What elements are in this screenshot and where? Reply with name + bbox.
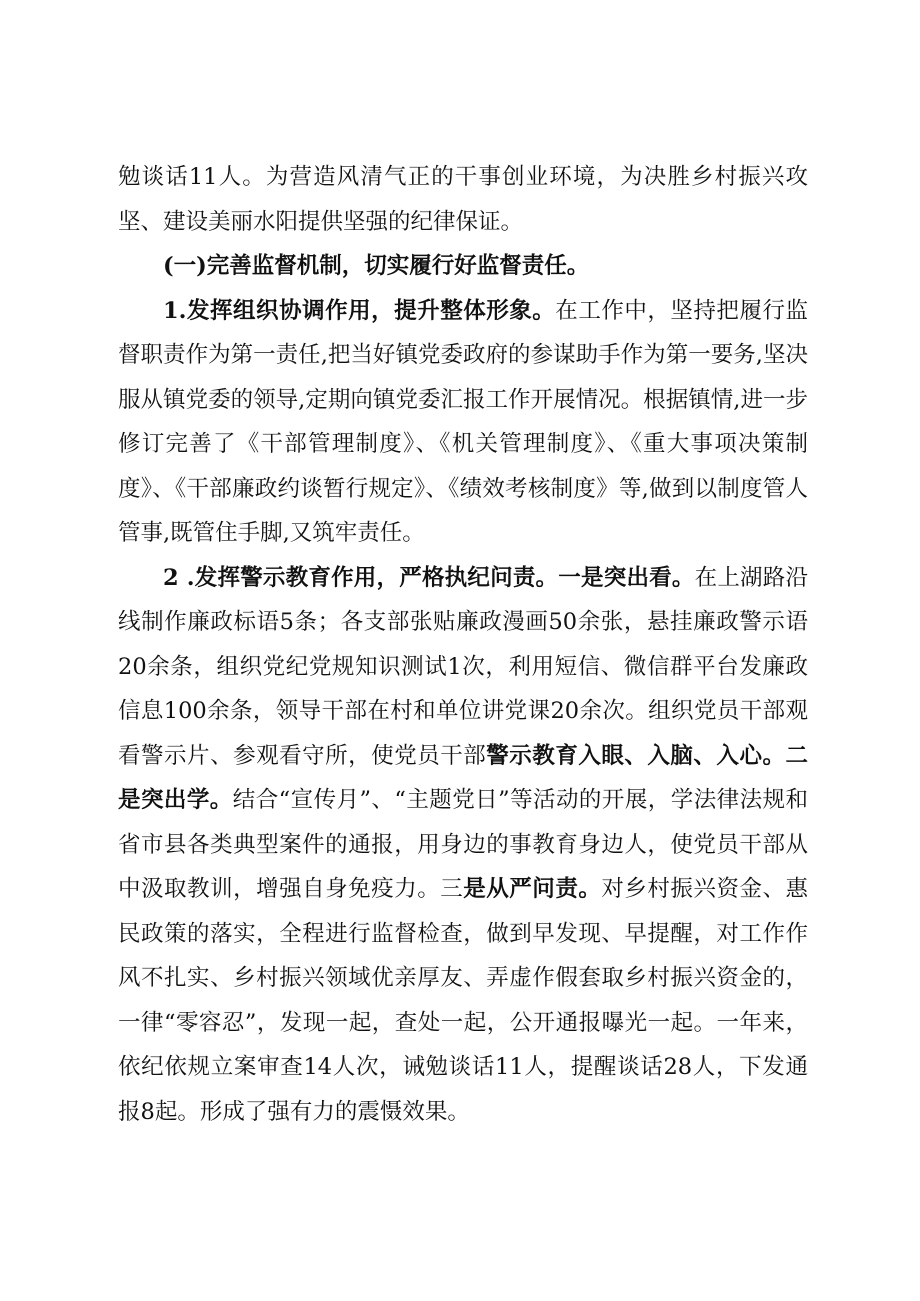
item-2-body-3: 对乡村振兴资金、惠民政策的落实，全程进行监督检查，做到早发现、早提醒，对工作作风不扎实、乡村振兴领域优亲厚友、弄虚作假套取乡村振兴资金的，一律“零容忍”，发现一起，查处一起，公开通报曝光一起。一年来，依纪依规立案审查14人次，诫勉谈话11人，提醒谈话28人，下发通报8起。形成了强有力的震慑效果。 xyxy=(118,876,808,1125)
item-2-bold-2: 警示教育入眼、入脑、入心。二是突出学。 xyxy=(118,742,808,813)
item-1-lead: 1.发挥组织协调作用，提升整体形象。 xyxy=(163,297,556,324)
section-heading xyxy=(118,244,808,289)
item-2-body-2: 结合“宣传月”、“主题党日”等活动的开展，学法律法规和省市县各类典型案件的通报，用身边的事教育身边人，使党员干部从中汲取教训，增强自身免疫力。三 xyxy=(118,787,808,902)
paragraph-continuation xyxy=(118,155,808,244)
item-2-body-1: 在上湖路沿线制作廉政标语5条；各支部张贴廉政漫画50余张，悬挂廉政警示语20余条，组织党纪党规知识测试1次，利用短信、微信群平台发廉政信息100余条，领导干部在村和单位讲党课20余次。组织党员干部观看警示片、参观看守所，使党员干部 xyxy=(118,564,808,769)
paragraph-item-1 xyxy=(118,289,808,556)
paragraph-item-2 xyxy=(118,556,808,1135)
paragraph-text: 勉谈话11人。为营造风清气正的干事创业环境，为决胜乡村振兴攻坚、建设美丽水阳提供坚强的纪律保证。 xyxy=(118,164,808,235)
item-2-lead: 2 .发挥警示教育作用，严格执纪问责。一是突出看。 xyxy=(163,564,695,591)
item-2-bold-3: 是从严问责。 xyxy=(463,876,602,902)
section-heading-text: (一)完善监督机制，切实履行好监督责任。 xyxy=(163,253,590,279)
document-page xyxy=(118,155,808,1134)
item-1-body: 在工作中，坚持把履行监督职责作为第一责任,把当好镇党委政府的参谋助手作为第一要务,坚决服从镇党委的领导,定期向镇党委汇报工作开展情况。根据镇情,进一步修订完善了《干部管理制度》、《机关管理制度》、《重大事项决策制度》、《干部廉政约谈暂行规定》、《绩效考核制度》等,做到以制度管人管事,既管住手脚,又筑牢责任。 xyxy=(118,297,808,546)
